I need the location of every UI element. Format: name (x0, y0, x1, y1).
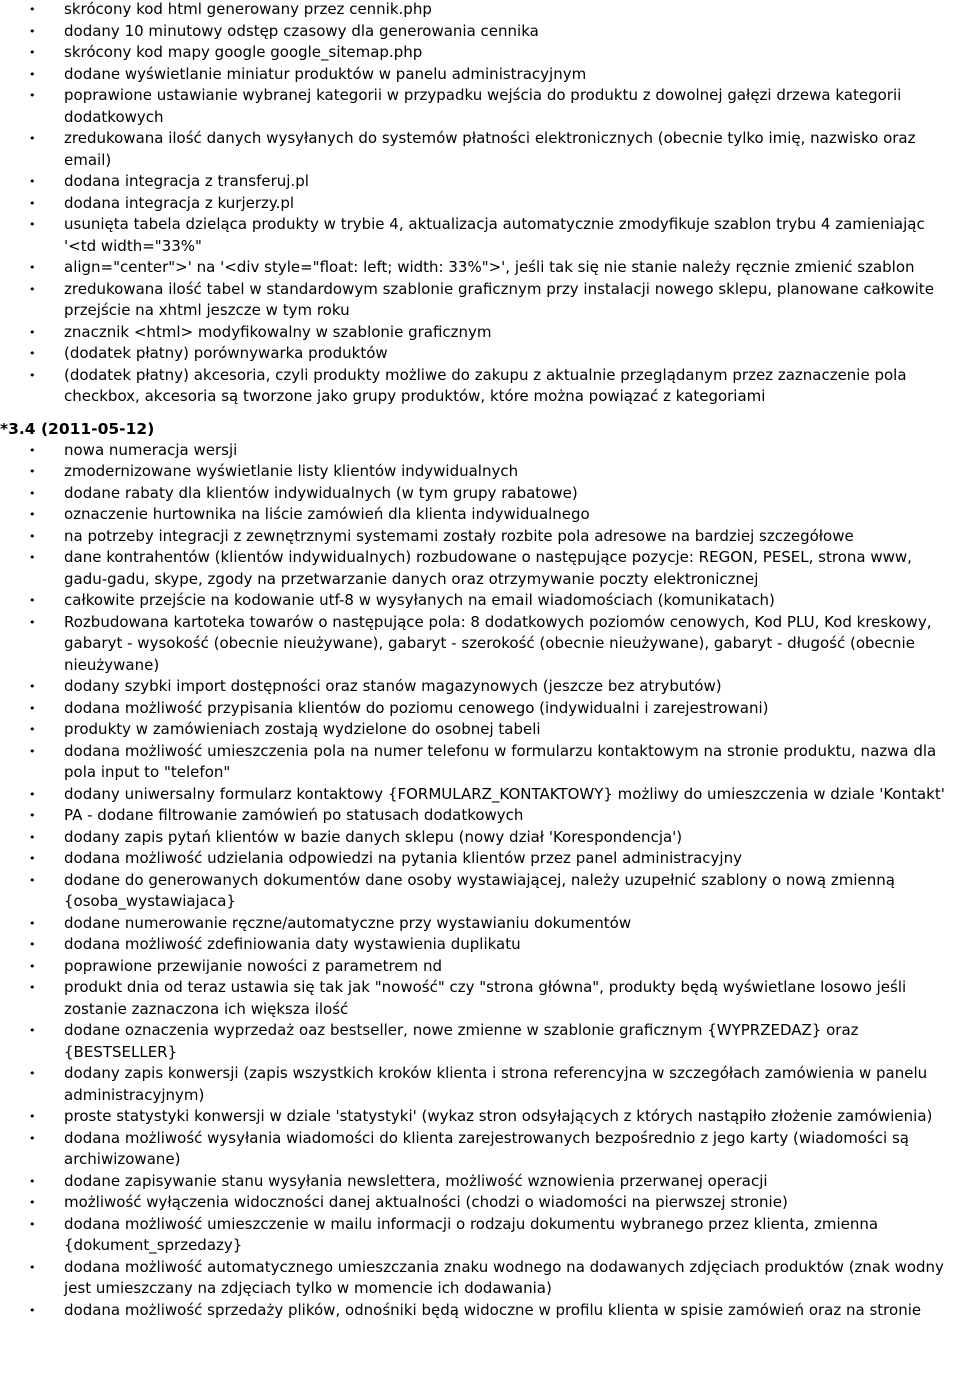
changelog-item: • dodane do generowanych dokumentów dane osoby wystawiającej, należy uzupełnić szablony o nową zmienną {osoba_wystawiajaca} (0, 870, 960, 913)
changelog-item: • dodana możliwość sprzedaży plików, odnośniki będą widoczne w profilu klienta w spisie zamówień oraz na stronie (0, 1300, 960, 1322)
changelog-item: • dodane rabaty dla klientów indywidualnych (w tym grupy rabatowe) (0, 483, 960, 505)
changelog-item: • dodana możliwość automatycznego umieszczania znaku wodnego na dodawanych zdjęciach produktów (znak wodny jest umieszczany na zdjęciach tylko w momencie ich dodawania) (0, 1257, 960, 1300)
changelog-item: • dodany zapis konwersji (zapis wszystkich kroków klienta i strona referencyjna w szczegółach zamówienia w panelu administracyjnym) (0, 1063, 960, 1106)
changelog-item: • poprawione przewijanie nowości z parametrem nd (0, 956, 960, 978)
changelog-item: • oznaczenie hurtownika na liście zamówień dla klienta indywidualnego (0, 504, 960, 526)
changelog-item: • dodane zapisywanie stanu wysyłania newslettera, możliwość wznowienia przerwanej operacji (0, 1171, 960, 1193)
changelog-item: • align="center">' na '<div style="float: left; width: 33%">', jeśli tak się nie stanie należy ręcznie zmienić szablon (0, 257, 960, 279)
changelog-item: • produkt dnia od teraz ustawia się tak jak "nowość" czy "strona główna", produkty będą wyświetlane losowo jeśli zostanie zaznaczona ich większa ilość (0, 977, 960, 1020)
changelog-item: • dodane numerowanie ręczne/automatyczne przy wystawianiu dokumentów (0, 913, 960, 935)
changelog-item: • dodana możliwość umieszczenia pola na numer telefonu w formularzu kontaktowym na stronie produktu, nazwa dla pola input to "telefon" (0, 741, 960, 784)
changelog-item: • dane kontrahentów (klientów indywidualnych) rozbudowane o następujące pozycje: REGON, PESEL, strona www, gadu-gadu, skype, zgody na przetwarzanie danych oraz otrzymywanie poczty elektronicznej (0, 547, 960, 590)
changelog-list-previous-version (0, 0, 960, 408)
changelog-item: • całkowite przejście na kodowanie utf-8 w wysyłanych na email wiadomościach (komunikatach) (0, 590, 960, 612)
version-heading-3-4: *3.4 (2011-05-12) (0, 419, 155, 438)
changelog-item: • (dodatek płatny) porównywarka produktów (0, 343, 960, 365)
changelog-item: • zredukowana ilość tabel w standardowym szablonie graficznym przy instalacji nowego sklepu, planowane całkowite przejście na xhtml jeszcze w tym roku (0, 279, 960, 322)
changelog-item: • (dodatek płatny) akcesoria, czyli produkty możliwe do zakupu z aktualnie przeglądanym przez zaznaczenie pola checkbox, akcesoria są tworzone jako grupy produktów, które można powiązać z kategoriami (0, 365, 960, 408)
changelog-item: • dodany zapis pytań klientów w bazie danych sklepu (nowy dział 'Korespondencja') (0, 827, 960, 849)
changelog-item: • możliwość wyłączenia widoczności danej aktualności (chodzi o wiadomości na pierwszej stronie) (0, 1192, 960, 1214)
changelog-item: • zredukowana ilość danych wysyłanych do systemów płatności elektronicznych (obecnie tylko imię, nazwisko oraz email) (0, 128, 960, 171)
changelog-list-version-3-4 (0, 440, 960, 1322)
changelog-item: • dodana możliwość udzielania odpowiedzi na pytania klientów przez panel administracyjny (0, 848, 960, 870)
changelog-item: • Rozbudowana kartoteka towarów o następujące pola: 8 dodatkowych poziomów cenowych, Kod PLU, Kod kreskowy, gabaryt - wysokość (obecnie nieużywane), gabaryt - szerokość (obecnie nieużywane), gabaryt - długość (obecnie nieużywane) (0, 612, 960, 677)
changelog-item: • skrócony kod mapy google google_sitemap.php (0, 42, 960, 64)
changelog-item: • skrócony kod html generowany przez cennik.php (0, 0, 960, 21)
changelog-item: • usunięta tabela dzieląca produkty w trybie 4, aktualizacja automatycznie zmodyfikuje szablon trybu 4 zamieniając '<td width="33%" (0, 214, 960, 257)
changelog-item: • poprawione ustawianie wybranej kategorii w przypadku wejścia do produktu z dowolnej gałęzi drzewa kategorii dodatkowych (0, 85, 960, 128)
changelog-item: • dodany szybki import dostępności oraz stanów magazynowych (jeszcze bez atrybutów) (0, 676, 960, 698)
changelog-item: • dodana integracja z transferuj.pl (0, 171, 960, 193)
changelog-item: • dodany 10 minutowy odstęp czasowy dla generowania cennika (0, 21, 960, 43)
changelog-item: • dodane oznaczenia wyprzedaż oaz bestseller, nowe zmienne w szablonie graficznym {WYPRZEDAZ} oraz {BESTSELLER} (0, 1020, 960, 1063)
changelog-item: • produkty w zamówieniach zostają wydzielone do osobnej tabeli (0, 719, 960, 741)
changelog-item: • dodany uniwersalny formularz kontaktowy {FORMULARZ_KONTAKTOWY} możliwy do umieszczenia w dziale 'Kontakt' (0, 784, 960, 806)
changelog-item: • nowa numeracja wersji (0, 440, 960, 462)
changelog-item: • dodana możliwość zdefiniowania daty wystawienia duplikatu (0, 934, 960, 956)
changelog-item: • dodana możliwość przypisania klientów do poziomu cenowego (indywidualni i zarejestrowani) (0, 698, 960, 720)
changelog-item: • PA - dodane filtrowanie zamówień po statusach dodatkowych (0, 805, 960, 827)
changelog-item: • proste statystyki konwersji w dziale 'statystyki' (wykaz stron odsyłających z których nastąpiło złożenie zamówienia) (0, 1106, 960, 1128)
changelog-item: • na potrzeby integracji z zewnętrznymi systemami zostały rozbite pola adresowe na bardziej szczegółowe (0, 526, 960, 548)
changelog-item: • dodana integracja z kurjerzy.pl (0, 193, 960, 215)
changelog-item: • dodane wyświetlanie miniatur produktów w panelu administracyjnym (0, 64, 960, 86)
changelog-item: • dodana możliwość wysyłania wiadomości do klienta zarejestrowanych bezpośrednio z jego karty (wiadomości są archiwizowane) (0, 1128, 960, 1171)
changelog-item: • zmodernizowane wyświetlanie listy klientów indywidualnych (0, 461, 960, 483)
changelog-item: • dodana możliwość umieszczenie w mailu informacji o rodzaju dokumentu wybranego przez klienta, zmienna {dokument_sprzedazy} (0, 1214, 960, 1257)
changelog-item: • znacznik <html> modyfikowalny w szablonie graficznym (0, 322, 960, 344)
